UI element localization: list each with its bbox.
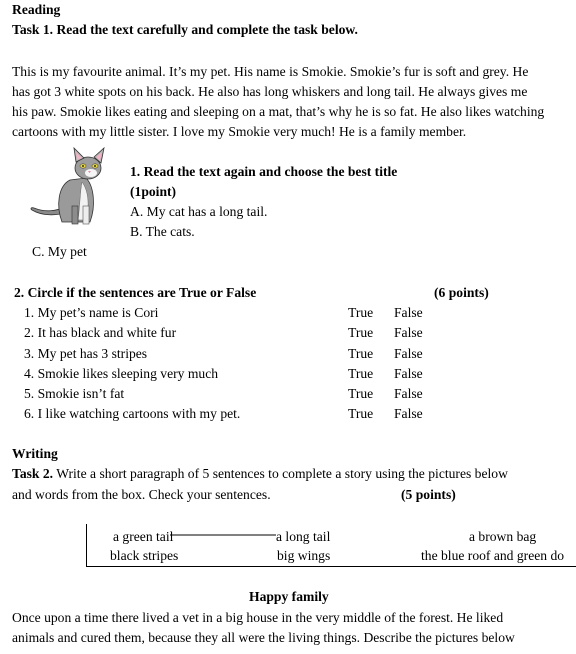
false-option[interactable]: False [394, 406, 423, 421]
tf-statement: 4. Smokie likes sleeping very much [24, 366, 219, 381]
reading-heading: Reading [12, 2, 61, 17]
false-option[interactable]: False [394, 325, 423, 340]
story-line-2: animals and cured them, because they all were the living things. Describe the pictures below [12, 630, 515, 645]
tf-row-2 [24, 323, 444, 343]
word-item: a green tail [113, 529, 174, 544]
true-option[interactable]: True [348, 386, 374, 401]
true-option[interactable]: True [348, 406, 374, 421]
task2-instruction: Write a short paragraph of 5 sentences to complete a story using the pictures below [53, 466, 508, 481]
story-title: Happy family [249, 589, 329, 604]
word-item: the blue roof and green do [421, 548, 565, 563]
word-item: a brown bag [469, 529, 537, 544]
passage-line-1: This is my favourite animal. It’s my pet. His name is Smokie. Smokie’s fur is soft and grey. He [12, 64, 529, 79]
passage-line-2: has got 3 white spots on his back. He also has long whiskers and long tail. He always gives me [12, 84, 528, 99]
cat-illustration [28, 146, 114, 228]
false-option[interactable]: False [394, 366, 423, 381]
tf-statement: 6. I like watching cartoons with my pet. [24, 406, 241, 421]
q1-option-a[interactable]: A. My cat has a long tail. [130, 204, 268, 219]
true-option[interactable]: True [348, 325, 374, 340]
tf-statement: 2. It has black and white fur [24, 325, 177, 340]
false-option[interactable]: False [394, 305, 423, 320]
word-item: big wings [277, 548, 331, 563]
true-option[interactable]: True [348, 346, 374, 361]
task2-line-2: and words from the box. Check your sentences. [12, 487, 271, 502]
tf-row-4 [24, 364, 444, 384]
true-option[interactable]: True [348, 366, 374, 381]
q2-points: (6 points) [434, 285, 489, 300]
passage-line-4: cartoons with my little sister. I love my Smokie very much! He is a family member. [12, 124, 467, 139]
strike-connector [170, 528, 280, 542]
q1-title: 1. Read the text again and choose the best title [130, 164, 398, 179]
q1-points: (1point) [130, 184, 177, 199]
true-option[interactable]: True [348, 305, 374, 320]
false-option[interactable]: False [394, 346, 423, 361]
writing-heading: Writing [12, 446, 58, 461]
tf-row-1 [24, 303, 444, 323]
task2-points: (5 points) [401, 487, 456, 502]
q1-option-c[interactable]: C. My pet [32, 244, 87, 259]
tf-statement: 5. Smokie isn’t fat [24, 386, 125, 401]
tf-row-6 [24, 404, 444, 424]
q2-title: 2. Circle if the sentences are True or False [14, 285, 257, 300]
word-item: a long tail [276, 529, 331, 544]
false-option[interactable]: False [394, 386, 423, 401]
tf-statement: 3. My pet has 3 stripes [24, 346, 148, 361]
tf-row-5 [24, 384, 444, 404]
task1-title: Task 1. Read the text carefully and complete the task below. [12, 22, 358, 37]
task2-label: Task 2. [12, 466, 54, 481]
tf-statement: 1. My pet’s name is Cori [24, 305, 159, 320]
passage-line-3: his paw. Smokie likes eating and sleeping on a mat, that’s why he is so fat. He also likes watching [12, 104, 545, 119]
q1-option-b[interactable]: B. The cats. [130, 224, 195, 239]
tf-row-3 [24, 344, 444, 364]
word-item: black stripes [110, 548, 179, 563]
task2-line-1 [12, 464, 508, 484]
story-line-1: Once upon a time there lived a vet in a big house in the very middle of the forest. He liked [12, 610, 504, 625]
